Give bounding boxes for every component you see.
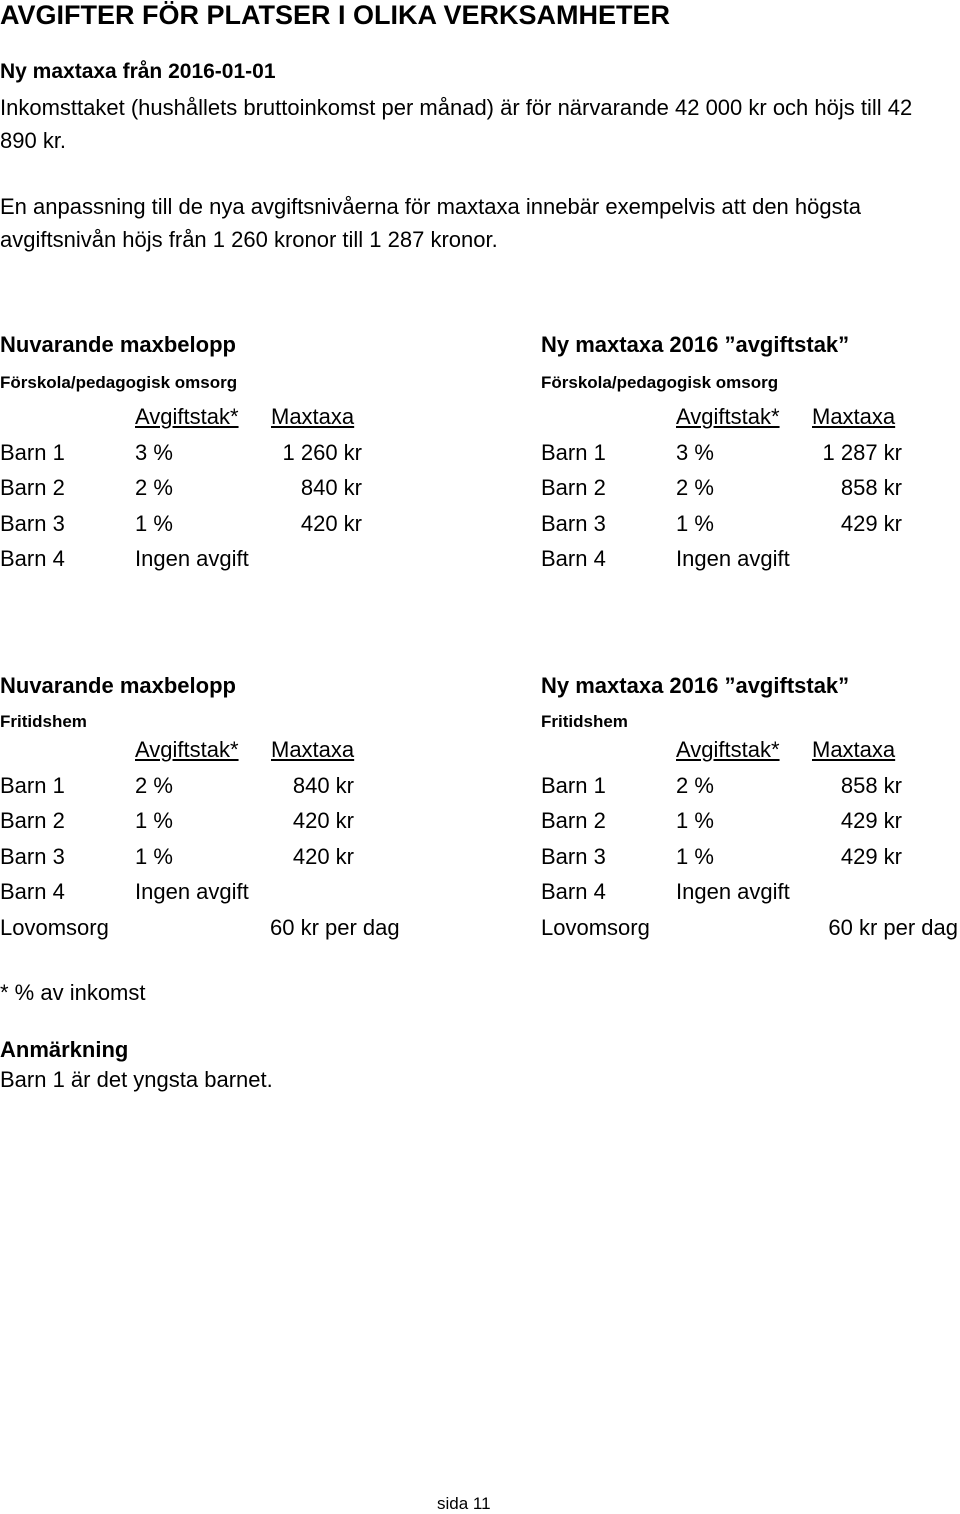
- row-percent: 3 %: [135, 440, 173, 465]
- row-label: Barn 3: [0, 511, 65, 536]
- row-label: Barn 4: [541, 879, 606, 904]
- row-percent: 2 %: [135, 475, 173, 500]
- document-title: AVGIFTER FÖR PLATSER I OLIKA VERKSAMHETER: [0, 0, 671, 30]
- row-percent: Ingen avgift: [135, 879, 249, 904]
- row-amount: 858 kr: [840, 773, 902, 798]
- row-amount: 858 kr: [840, 475, 902, 500]
- row-percent: Ingen avgift: [676, 546, 790, 571]
- row-amount: 1 260 kr: [282, 440, 362, 465]
- row-percent: 2 %: [676, 773, 714, 798]
- column-header-fee-cap: Avgiftstak*: [135, 404, 239, 429]
- row-amount: 429 kr: [840, 844, 902, 869]
- page-number: sida 11: [437, 1494, 491, 1513]
- row-label: Barn 4: [0, 879, 65, 904]
- row-percent: 2 %: [135, 773, 173, 798]
- column-header-max: Maxtaxa: [271, 737, 355, 762]
- column-header-max: Maxtaxa: [812, 737, 896, 762]
- column-header-max: Maxtaxa: [812, 404, 896, 429]
- row-label: Barn 3: [541, 844, 606, 869]
- extra-label: Lovomsorg: [541, 915, 650, 940]
- row-percent: 1 %: [135, 844, 173, 869]
- extra-value: 60 kr per dag: [828, 915, 958, 940]
- row-label: Barn 1: [541, 773, 606, 798]
- document-subtitle: Ny maxtaxa från 2016-01-01: [0, 60, 276, 83]
- row-label: Barn 3: [0, 844, 65, 869]
- column-header-fee-cap: Avgiftstak*: [676, 737, 780, 762]
- row-percent: 3 %: [676, 440, 714, 465]
- row-label: Barn 4: [541, 546, 606, 571]
- row-percent: Ingen avgift: [676, 879, 790, 904]
- row-amount: 420 kr: [292, 808, 354, 833]
- row-label: Barn 2: [541, 475, 606, 500]
- row-percent: 1 %: [135, 808, 173, 833]
- row-percent: Ingen avgift: [135, 546, 249, 571]
- row-percent: 2 %: [676, 475, 714, 500]
- extra-value: 60 kr per dag: [270, 915, 400, 940]
- row-label: Barn 2: [541, 808, 606, 833]
- column-header-max: Maxtaxa: [271, 404, 355, 429]
- row-percent: 1 %: [135, 511, 173, 536]
- row-amount: 420 kr: [300, 511, 362, 536]
- column-header-fee-cap: Avgiftstak*: [135, 737, 239, 762]
- table-heading: Nuvarande maxbelopp: [0, 673, 236, 698]
- row-amount: 429 kr: [840, 511, 902, 536]
- row-label: Barn 1: [0, 773, 65, 798]
- row-percent: 1 %: [676, 511, 714, 536]
- row-label: Barn 1: [541, 440, 606, 465]
- row-amount: 420 kr: [292, 844, 354, 869]
- table-heading: Nuvarande maxbelopp: [0, 332, 236, 357]
- footnote: * % av inkomst: [0, 980, 146, 1005]
- row-label: Barn 3: [541, 511, 606, 536]
- income-ceiling-paragraph: Inkomsttaket (hushållets bruttoinkomst per månad) är för närvarande 42 000 kr och höjs till 42 890 kr.: [0, 95, 913, 153]
- adjustment-paragraph: En anpassning till de nya avgiftsnivåerna för maxtaxa innebär exempelvis att den högsta avgiftsnivån höjs från 1 260 kronor till 1 287 kronor.: [0, 194, 861, 252]
- row-amount: 429 kr: [840, 808, 902, 833]
- row-percent: 1 %: [676, 808, 714, 833]
- table-category: Förskola/pedagogisk omsorg: [541, 373, 779, 392]
- column-header-fee-cap: Avgiftstak*: [676, 404, 780, 429]
- row-label: Barn 4: [0, 546, 65, 571]
- row-label: Barn 2: [0, 808, 65, 833]
- table-heading: Ny maxtaxa 2016 ”avgiftstak”: [541, 332, 850, 357]
- table-category: Förskola/pedagogisk omsorg: [0, 373, 238, 392]
- row-percent: 1 %: [676, 844, 714, 869]
- row-label: Barn 1: [0, 440, 65, 465]
- remark-text: Barn 1 är det yngsta barnet.: [0, 1067, 273, 1092]
- row-amount: 840 kr: [300, 475, 362, 500]
- table-heading: Ny maxtaxa 2016 ”avgiftstak”: [541, 673, 850, 698]
- row-label: Barn 2: [0, 475, 65, 500]
- table-category: Fritidshem: [0, 712, 87, 731]
- extra-label: Lovomsorg: [0, 915, 109, 940]
- row-amount: 840 kr: [292, 773, 354, 798]
- remark-heading: Anmärkning: [0, 1037, 129, 1062]
- row-amount: 1 287 kr: [822, 440, 902, 465]
- table-category: Fritidshem: [541, 712, 628, 731]
